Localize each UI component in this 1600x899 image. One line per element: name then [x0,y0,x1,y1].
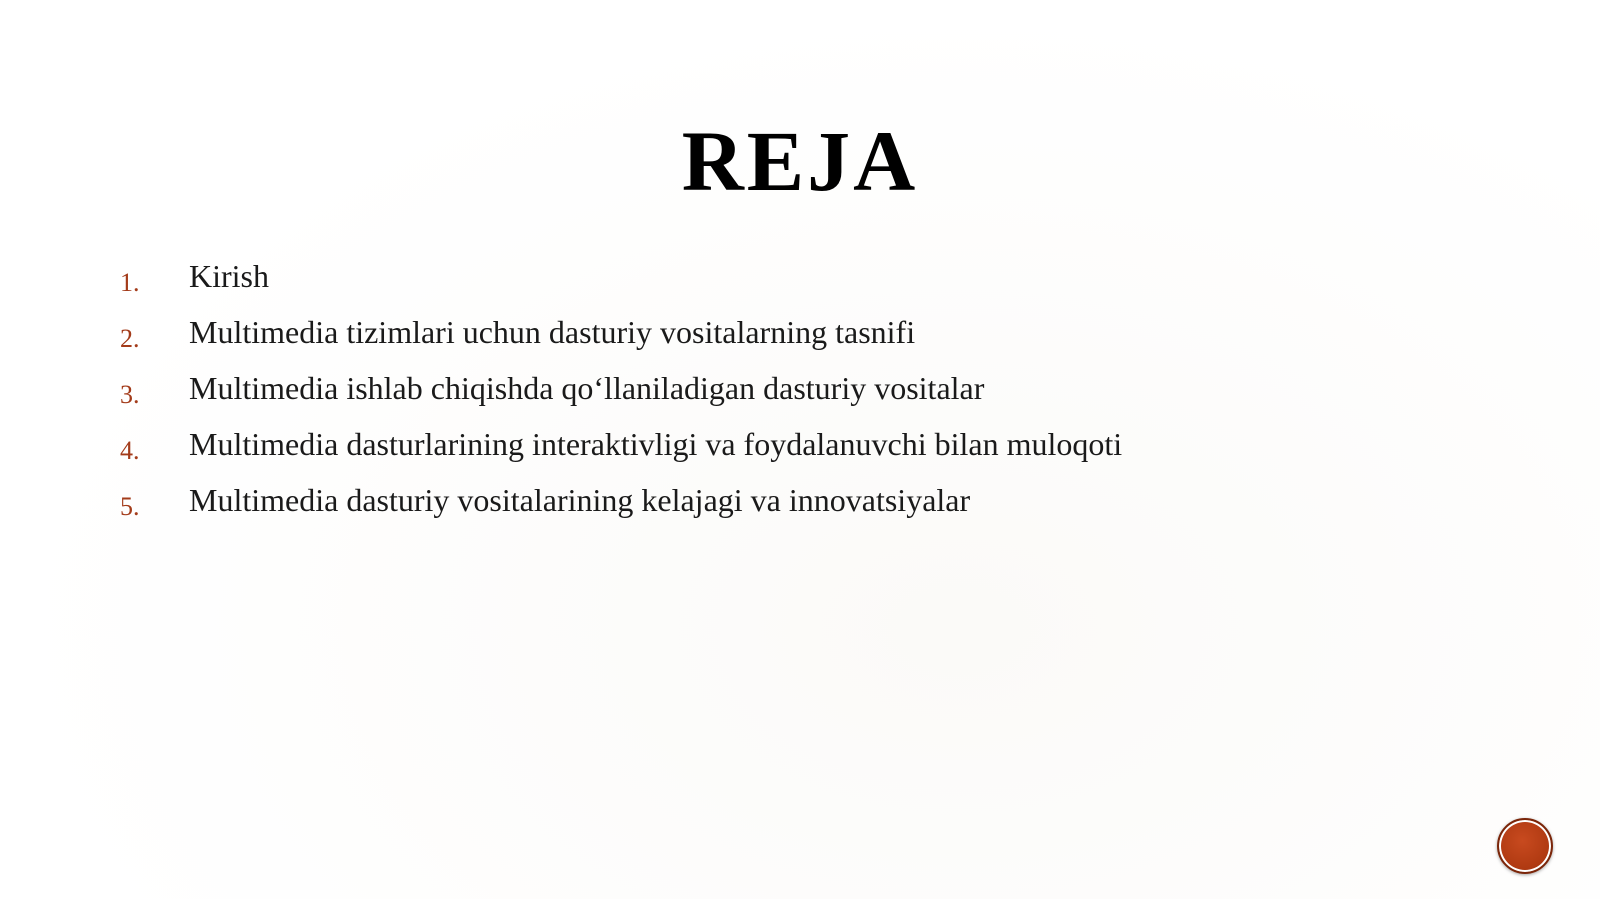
slide-title: REJA [681,113,919,209]
agenda-list [0,258,1300,538]
list-item [0,370,1300,426]
list-item-text: Multimedia tizimlari uchun dasturiy vositalarning tasnifi [189,314,916,350]
list-item-text: Multimedia ishlab chiqishda qo‘llaniladigan dasturiy vositalar [189,370,985,406]
list-item [0,314,1300,370]
list-item-number: 4. [120,436,140,465]
list-item-text: Multimedia dasturiy vositalarining kelajagi va innovatsiyalar [189,482,971,518]
list-item-number: 2. [120,324,140,353]
list-item [0,258,1300,314]
list-item [0,426,1300,482]
list-item-number: 1. [120,268,140,297]
list-item-text: Multimedia dasturlarining interaktivligi va foydalanuvchi bilan muloqoti [189,426,1123,462]
list-item-text: Kirish [189,258,269,294]
list-item-number: 3. [120,380,140,409]
list-item-number: 5. [120,492,140,521]
slide-nav-button[interactable] [1497,818,1553,874]
list-item [0,482,1300,538]
